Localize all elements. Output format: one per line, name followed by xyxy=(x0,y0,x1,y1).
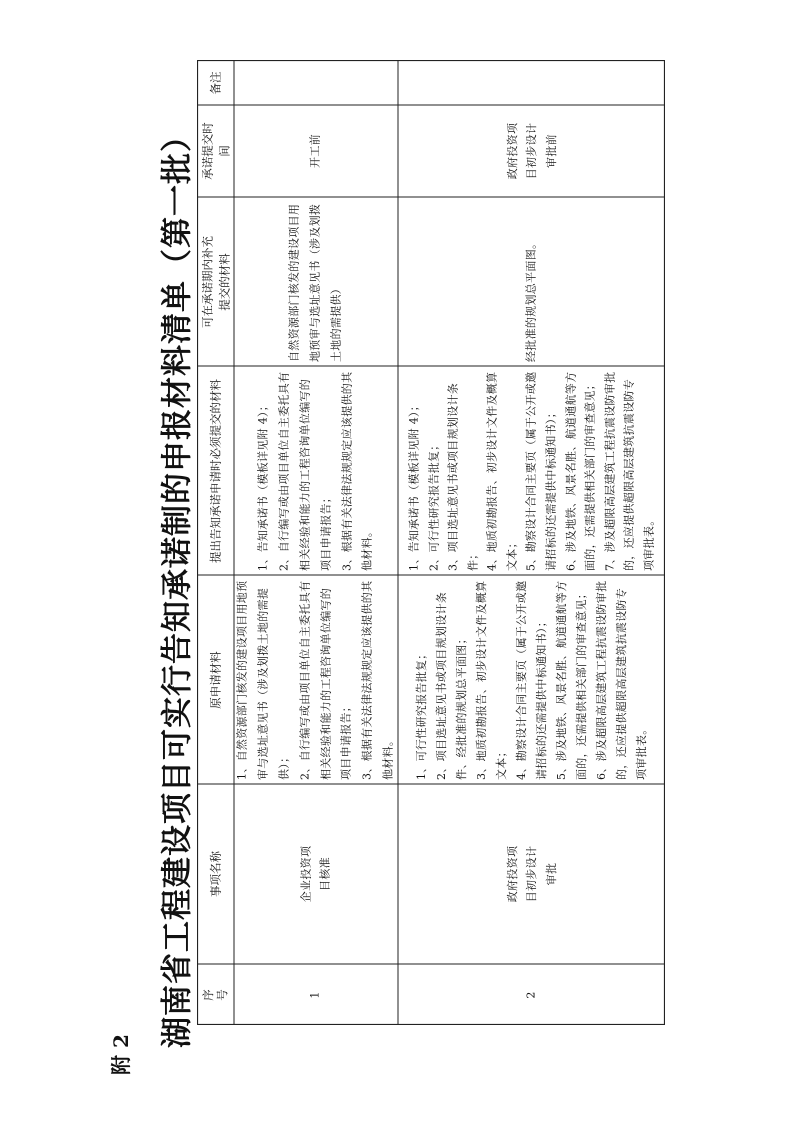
row-2-supplement-line: 经批准的规划总平面图。 xyxy=(524,237,538,362)
row-1-original xyxy=(234,575,398,784)
row-2-remarks xyxy=(398,60,665,105)
materials-table xyxy=(197,60,665,1025)
row-2-deadline: 政府投资项目初步设计审批前 xyxy=(505,122,558,180)
row-1-required-line: 3、根据有关法律法规规定应该提供的其他材料。 xyxy=(339,371,374,571)
row-1-original-line: 3、根据有关法律法规规定应该提供的其他材料。 xyxy=(360,580,395,780)
row-2-required-line: 1、告知承诺书（模板详见附 4）； xyxy=(407,399,421,571)
header-original: 原申请材料 xyxy=(208,650,223,709)
row-2-required-line: 6、涉及地铁、风景名胜、航道通航等方面的，还需提供相关部门的审查意见； xyxy=(563,371,597,571)
document-title xyxy=(154,120,196,1048)
row-2-original-line: 5、涉及地铁、风景名胜、航道通航等方面的，还需提供相关部门的审查意见； xyxy=(554,580,588,780)
row-1-seq: 1 xyxy=(308,990,322,999)
header-deadline: 承诺提交时间 xyxy=(199,122,231,180)
row-2-original-line: 3、地质初勘报告、初步设计文件及概算文本； xyxy=(474,580,508,780)
attachment-label: 附 2 xyxy=(109,1034,133,1075)
row-1-required xyxy=(234,366,398,575)
row-2-required-line: 2、可行性研究报告批复； xyxy=(426,438,440,571)
row-2-original xyxy=(398,575,665,784)
row-1-supplement-line: 自然资源部门核发的建设项目用地预审与选址意见书（涉及划拨土地的需提供） xyxy=(287,203,343,362)
row-2-required-line: 3、项目选址意见书或项目规划设计条件； xyxy=(446,382,479,571)
row-2-supplement xyxy=(398,197,665,366)
header-remarks: 备注 xyxy=(208,71,223,94)
row-1-original-line: 1、自然资源部门核发的建设项目用地预审与选址意见书（涉及划拨土地的需提供）； xyxy=(235,580,291,780)
row-2-original-line: 6、涉及超限高层建筑工程抗震设防审批的，还应提供超限高层建筑抗震设防专项审批表。 xyxy=(594,580,648,780)
row-1-remarks xyxy=(234,60,398,105)
header-item: 事项名称 xyxy=(208,851,223,897)
row-1-original-line: 2、自行编写或由项目单位自主委托具有相关经验和能力的工程咨询单位编写的项目申请报告； xyxy=(298,580,353,780)
row-1-supplement xyxy=(234,197,398,366)
header-required: 提出告知承诺申请时必须提交的材料 xyxy=(208,378,223,563)
row-1-deadline: 开工前 xyxy=(308,134,322,168)
row-2-required-line: 7、涉及超限高层建筑工程抗震设防审批的，还应提供超限高层建筑抗震设防专项审批表。 xyxy=(603,371,656,571)
row-2-original-line: 2、项目选址意见书或项目规划设计条件、经批准的规划总平面图； xyxy=(434,591,468,780)
row-2-seq: 2 xyxy=(524,990,538,999)
row-2-required-line: 5、勘察设计合同主要页（属于公开或邀请招标的还需提供中标通知书）； xyxy=(524,371,558,571)
row-2-required xyxy=(398,366,665,575)
row-1-required-line: 2、自行编写或由项目单位自主委托具有相关经验和能力的工程咨询单位编写的项目申请报告； xyxy=(277,371,332,571)
row-1-item: 企业投资项目核准 xyxy=(299,845,331,903)
row-1-required-line: 1、告知承诺书（模板详见附 4）； xyxy=(256,399,270,571)
header-seq: 序号 xyxy=(200,988,229,1001)
row-2-original-line: 1、可行性研究报告批复； xyxy=(414,647,428,780)
header-supplement: 可在承诺期内补充提交的材料 xyxy=(199,235,231,328)
row-2-original-line: 4、勘察设计合同主要页（属于公开或邀请招标的还需提供中标通知书）； xyxy=(514,580,548,780)
document-title-text: 湖南省工程建设项目可实行告知承诺制的申报材料清单（第一批） xyxy=(159,120,196,1048)
row-2-required-line: 4、地质初勘报告、初步设计文件及概算文本； xyxy=(485,371,519,571)
row-2-item: 政府投资项目初步设计审批 xyxy=(505,845,558,903)
